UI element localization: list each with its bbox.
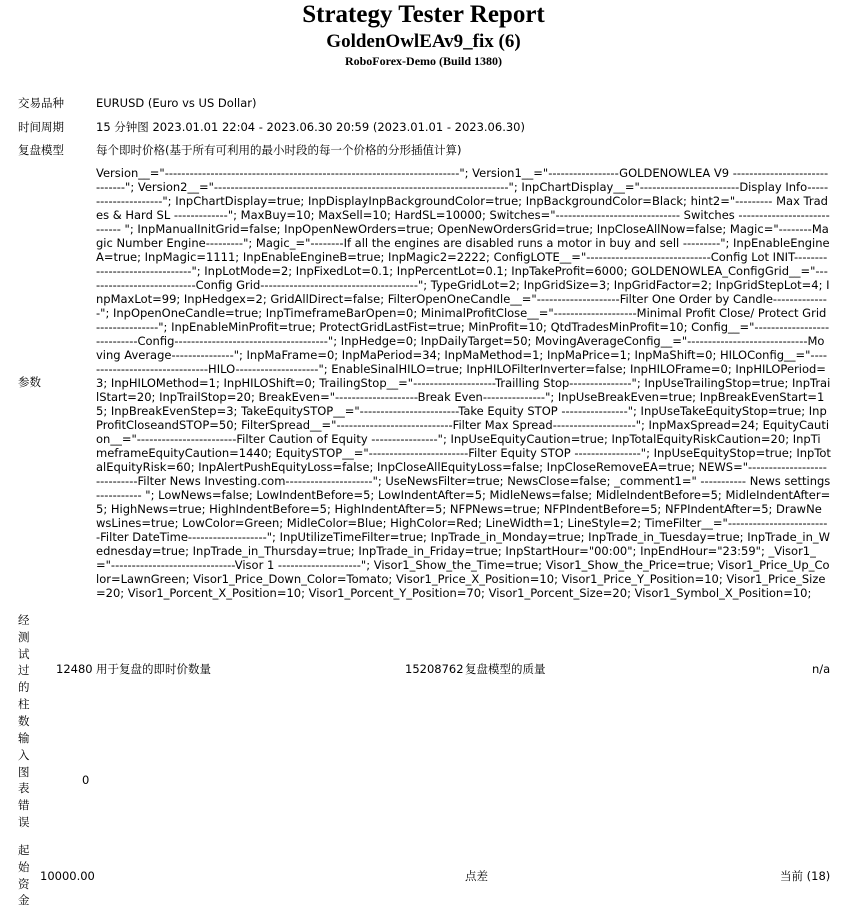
spread-label: 点差 <box>465 869 488 883</box>
bars-label: 经测试过的柱数 <box>18 613 30 728</box>
bars-value: 12480 <box>56 662 93 676</box>
parameters-label: 参数 <box>18 375 41 389</box>
quality-value: n/a <box>812 662 831 676</box>
period-label: 时间周期 <box>18 120 64 134</box>
symbol-value: EURUSD (Euro vs US Dollar) <box>96 96 257 110</box>
errors-label: 输入图表错误 <box>18 731 30 829</box>
deposit-value: 10000.00 <box>40 869 95 883</box>
model-value: 每个即时价格(基于所有可利用的最小时段的每一个价格的分形插值计算) <box>96 143 462 157</box>
spread-value: 当前 (18) <box>780 869 831 883</box>
parameters-value: Version__="-----------------------------------------------------------------------"; Version1__="-----------------GOLDENOWLEA V9 ------------------------------"; Version2__="-----------------------------------------------------------------------"; InpChartDisplay__="------------------------Display Info---------------------"; InpChartDisplay=true; InpDisplayInpBackgroundColor=true; InpBackgroundColor=Black; hint2="--------- Max Trades & Hard SL -------------"; MaxBuy=10; MaxSell=10; HardSL=10000; Switches="------------------------------ Switches ---------------------------- "; InpManualInitGrid=false; InpOpenNewOrders=true; OpenNewOrdersGrid=true; InpCloseAllNow=false; Magic="--------Magic Number Engine---------"; Magic_="--------If all the engines are disabled runs a motor in buy and sell ---------"; InpEnableEngineA=true; InpMagic=1111; InpEnableEngineB=true; InpMagic2=2222; ConfigLOTE__="------------------------------Config Lot INIT-------------------------------"; InpLotMode=2; InpFixedLot=0.1; InpPercentLot=0.1; InpTakeProfit=6000; GOLDENOWLEA_ConfigGrid__="---------------------------Config Grid--------------------------------------"; TypeGridLot=2; InpGridSize=3; InpGridFactor=2; InpGridStepLot=4; InpMaxLot=99; InpHedgex=2; GridAllDirect=false; FilterOpenOneCandle__="--------------------Filter One Order by Candle--------------"; InpOpenOneCandle=true; InpTimeframeBarOpen=0; MinimalProfitClose__="--------------------Minimal Profit Close/ Protect Grid ---------------"; InpEnableMinProfit=true; ProtectGridLastFist=true; MinProfit=10; QtdTradesMinProfit=10; Config__="----------------------------Config-------------------------------------"; InpHedge=0; InpDailyTarget=50; MovingAverageConfig__="-----------------------------Moving Average---------------"; InpMaFrame=0; InpMaPeriod=34; InpMaMethod=1; InpMaPrice=1; InpMaShift=0; HILOConfig__="-------------------------------HILO--------------------"; EnableSinalHILO=true; InpHILOFilterInverter=false; InpHILOFrame=0; InpHILOPeriod=3; InpHILOMethod=1; InpHILOShift=0; TrailingStop__="--------------------Trailling Stop---------------"; InpUseTrailingStop=true; InpTrailStart=20; InpTrailStop=20; BreakEven="--------------------Break Even---------------"; InpUseBreakEven=true; InpBreakEvenStart=15; InpBreakEvenStep=3; TakeEquitySTOP__="------------------------Take Equity STOP ----------------"; InpUseTakeEquityStop=true; InpProfitCloseandSTOP=50; FilterSpread__="----------------------------Filter Max Spread--------------------"; InpMaxSpread=24; EquityCaution__="------------------------Filter Caution of Equity ----------------"; InpUseEquityCaution=true; InpTotalEquityRiskCaution=20; InpTimeframeEquityCaution=1440; EquitySTOP__="------------------------Filter Equity STOP ----------------"; InpUseEquityStop=true; InpTotalEquityRisk=60; InpAlertPushEquityLoss=false; InpCloseAllEquityLoss=false; InpCloseRemoveEA=true; NEWS="-----------------------------Filter News Investing.com---------------------"; UseNewsFilter=true; NewsClose=false; _comment1=" ----------- News settings ----------- "; LowNews=false; LowIndentBefore=5; LowIndentAfter=5; MidleNews=false; MidleIndentBefore=5; MidleIndentAfter=5; HighNews=true; HighIndentBefore=5; HighIndentAfter=5; NFPNews=true; NFPIndentBefore=5; NFPIndentAfter=5; DrawNewsLines=true; LowColor=Green; MidleColor=Blue; HighColor=Red; LineWidth=1; LineStyle=2; TimeFilter__="-------------------------Filter DateTime-------------------"; InpUtilizeTimeFilter=true; InpTrade_in_Monday=true; InpTrade_in_Tuesday=true; InpTrade_in_Wednesday=true; InpTrade_in_Thursday=true; InpTrade_in_Friday=true; InpStartHour="00:00"; InpEndHour="23:59"; _Visor1_="------------------------------Visor 1 --------------------"; Visor1_Show_the_Time=true; Visor1_Show_the_Price=true; Visor1_Price_Up_Color=LawnGreen; Visor1_Price_Down_Color=Tomato; Visor1_Price_X_Position=10; Visor1_Price_Y_Position=10; Visor1_Price_Size=20; Visor1_Porcent_X_Position=10; Visor1_Porcent_Y_Position=70; Visor1_Porcent_Size=20; Visor1_Symbol_X_Position=10; <box>96 166 831 600</box>
deposit-label: 起始资金 <box>18 843 30 908</box>
quality-label: 复盘模型的质量 <box>465 662 546 676</box>
broker-build: RoboForex-Demo (Build 1380) <box>344 54 503 68</box>
period-value: 15 分钟图 2023.01.01 22:04 - 2023.06.30 20:59 (2023.01.01 - 2023.06.30) <box>96 120 525 134</box>
report-title: Strategy Tester Report <box>302 1 545 28</box>
model-label: 复盘模型 <box>18 143 64 157</box>
ticks-label: 用于复盘的即时价数量 <box>96 662 211 676</box>
errors-value: 0 <box>82 773 90 787</box>
symbol-label: 交易品种 <box>18 96 64 110</box>
expert-name: GoldenOwlEAv9_fix (6) <box>326 31 521 52</box>
ticks-value: 15208762 <box>405 662 464 676</box>
